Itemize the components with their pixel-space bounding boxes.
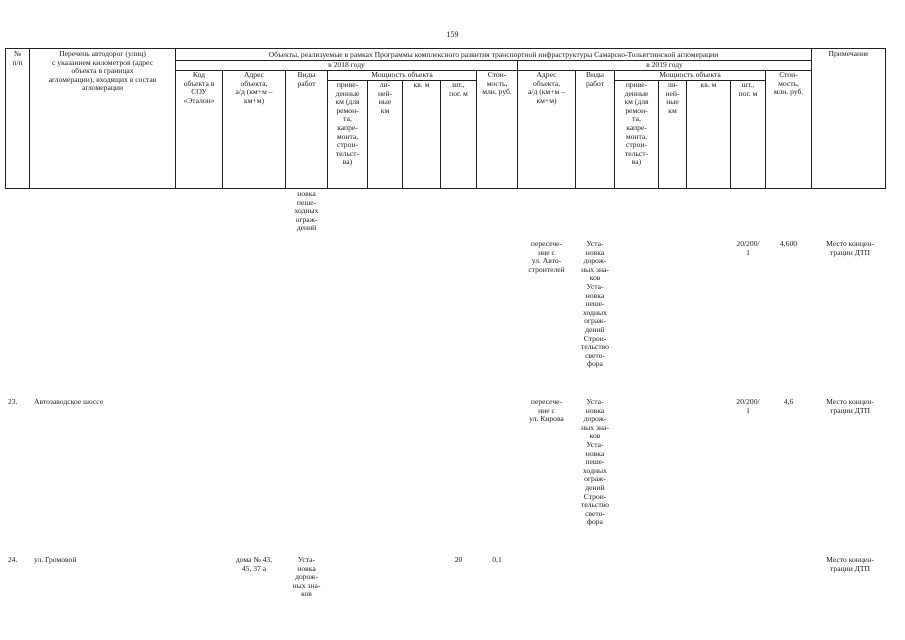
header-capacity-2018: Мощность объекта — [371, 71, 433, 79]
header-note: Примечание — [828, 50, 869, 58]
note: Место концен- трации ДТП — [826, 239, 874, 257]
header-works-2019: Виды работ — [585, 71, 605, 88]
header-vline — [5, 48, 6, 189]
header-reduced-km-2018: приве- денные км (для ремон- та, капре- монта, строи- тельст- ва) — [335, 81, 360, 167]
header-vline — [885, 48, 886, 189]
address-2019: пересече- ние с ул. Авто- строителей — [528, 239, 565, 274]
cost-2018: 0,1 — [492, 555, 502, 564]
header-linear-km-2018: ли- ней- ные км — [377, 81, 393, 115]
address-2018: дома № 43, 45, 37 а — [235, 555, 273, 573]
header-vline — [402, 80, 403, 189]
header-cost-2019: Стои- мость, млн. руб. — [773, 71, 804, 97]
cost-2019: 4,6 — [783, 397, 794, 406]
header-pcs-2018: шт., пог. м — [449, 81, 468, 98]
road-name: ул. Громовой — [34, 555, 77, 564]
header-reduced-km-2019: приве- денные км (для ремон- та, капре- монта, строи- тельст- ва) — [624, 81, 649, 167]
header-pcs-2019: шт., пог. м — [738, 81, 758, 98]
header-works-2018: Виды работ — [297, 71, 316, 88]
row-number: 23. — [8, 397, 18, 406]
note: Место концен- трации ДТП — [826, 555, 874, 573]
header-vline — [811, 48, 812, 189]
works-2019: Уста- новка дорож- ных зна- ков Уста- новка пеше- ходных ограж- дений Строи- тельство свето- фора — [581, 239, 609, 369]
pcs-2019: 20/200/ 1 — [736, 397, 760, 415]
header-vline — [686, 80, 687, 189]
pcs-2019: 20/200/ 1 — [736, 239, 760, 257]
header-sqm-2019: кв. м — [700, 81, 717, 89]
header-cost-2018: Стои- мость, млн. руб. — [482, 71, 512, 97]
table-header — [0, 48, 905, 190]
works-2018: Уста- новка дорож- ных зна- ков — [292, 555, 321, 599]
works-2018-continuation: новка пеше- ходных ограж- дений — [294, 189, 319, 233]
header-capacity-2019: Мощность объекта — [659, 71, 721, 79]
header-top-border — [5, 48, 885, 49]
pcs-2018: 20 — [454, 555, 463, 564]
header-year-2019: в 2019 году — [646, 61, 683, 69]
works-2019: Уста- новка дорож- ных зна- ков Уста- новка пеше- ходных ограж- дений Строи- тельство свето- фора — [581, 397, 609, 527]
header-program: Объекты, реализуемые в рамках Программы комплексного развития транспортной инфраструктуры Самарско-Тольяттинской агломерации — [268, 51, 719, 59]
row-number: 24. — [8, 555, 18, 564]
header-address-2018: Адрес объекта, а/д (км+м – км+м) — [235, 71, 273, 105]
header-year-2018: в 2018 году — [328, 61, 365, 69]
header-linear-km-2019: ли- ней- ные км — [665, 81, 680, 115]
header-address-2019: Адрес объекта, а/д (км+м – км+м) — [527, 71, 566, 105]
address-2019: пересече- ние с ул. Кирова — [529, 397, 564, 424]
page-number: 159 — [446, 30, 459, 39]
header-bottom-border — [5, 188, 885, 189]
road-name: Автозаводское шоссе — [34, 397, 104, 406]
cost-2019: 4,600 — [779, 239, 798, 248]
header-code: Код объекта в СОУ «Эталон» — [183, 71, 215, 105]
header-sqm-2018: кв. м — [413, 81, 430, 89]
header-roads: Перечень автодорог (улиц) с указанием километров (адрес объекта в границах агломерации), входящих в состав агломерации — [48, 50, 157, 93]
header-num: № п/п — [12, 50, 23, 67]
note: Место концен- трации ДТП — [826, 397, 874, 415]
